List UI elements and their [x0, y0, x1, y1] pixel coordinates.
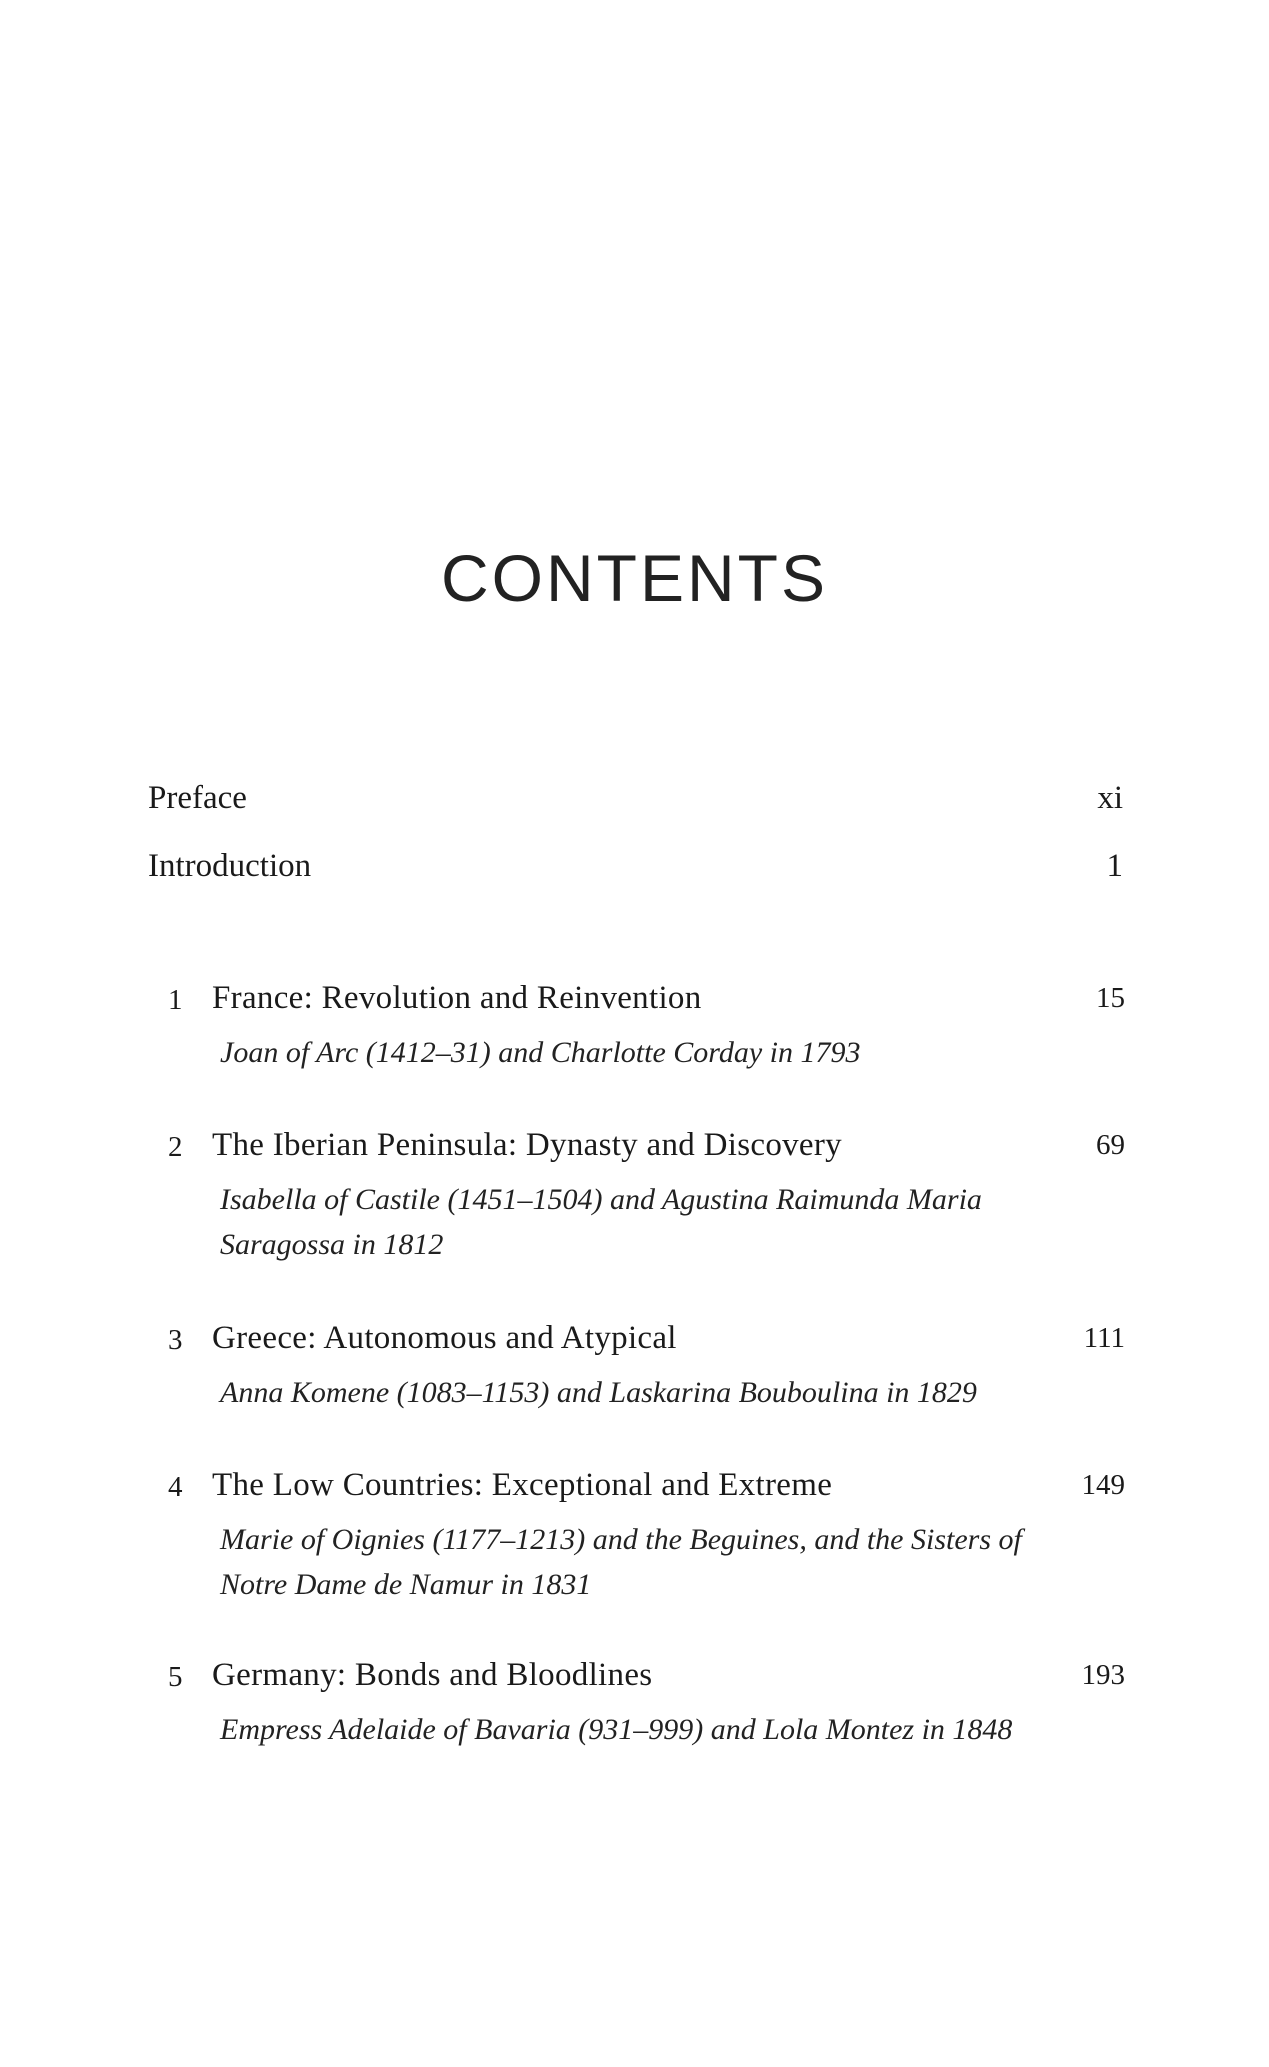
chapter-title: Germany: Bonds and Bloodlines [212, 1657, 653, 1693]
chapter-subtitle: Empress Adelaide of Bavaria (931–999) and Lola Montez in 1848 [220, 1713, 1013, 1746]
chapter-number: 1 [168, 984, 183, 1016]
chapter-subtitle: Marie of Oignies (1177–1213) and the Beguines, and the Sisters of Notre Dame de Namur in 1831 [220, 1523, 1022, 1601]
chapter-page: 111 [1083, 1322, 1125, 1354]
chapter-number: 3 [168, 1324, 183, 1356]
chapter-title: The Low Countries: Exceptional and Extreme [212, 1467, 833, 1503]
chapter-subtitle: Isabella of Castile (1451–1504) and Agustina Raimunda Maria Saragossa in 1812 [220, 1183, 982, 1261]
page-title: CONTENTS [441, 541, 828, 615]
chapter-number: 2 [168, 1131, 183, 1163]
chapter-subtitle: Joan of Arc (1412–31) and Charlotte Corday in 1793 [220, 1036, 861, 1069]
toc-entry-page: 1 [1106, 848, 1123, 884]
chapter-page: 69 [1096, 1129, 1125, 1161]
chapter-title: France: Revolution and Reinvention [212, 980, 702, 1016]
chapter-page: 193 [1081, 1659, 1125, 1691]
chapter-page: 15 [1096, 982, 1125, 1014]
toc-entry-label: Introduction [148, 848, 312, 884]
chapter-number: 4 [168, 1471, 183, 1503]
chapter-title: The Iberian Peninsula: Dynasty and Discovery [212, 1127, 842, 1163]
chapter-subtitle: Anna Komene (1083–1153) and Laskarina Bouboulina in 1829 [220, 1376, 977, 1409]
chapter-number: 5 [168, 1661, 183, 1693]
chapter-title: Greece: Autonomous and Atypical [212, 1320, 677, 1356]
chapter-page: 149 [1081, 1469, 1125, 1501]
toc-entry-page: xi [1097, 780, 1123, 816]
toc-entry-label: Preface [148, 780, 247, 816]
